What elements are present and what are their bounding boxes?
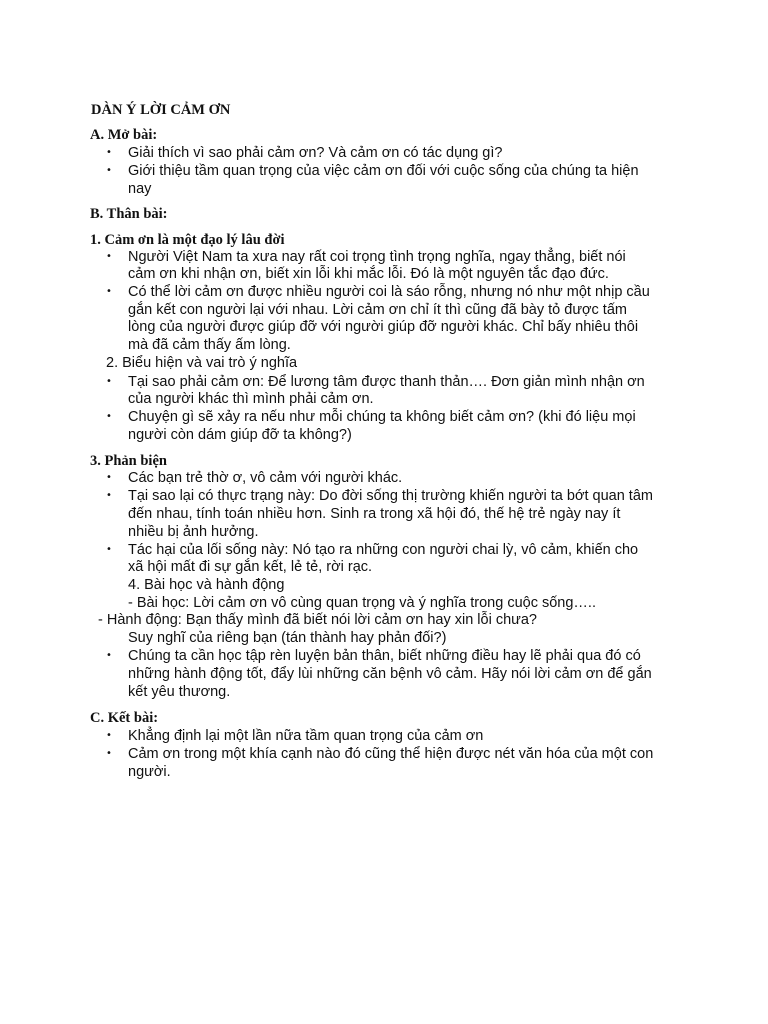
list-item-line: kết yêu thương. (128, 684, 231, 700)
list-item-line: Chúng ta cần học tập rèn luyện bản thân, biết những điều hay lẽ phải qua đó có (128, 648, 641, 664)
list-item-line: Tại sao lại có thực trạng này: Do đời sống thị trường khiến người ta bớt quan tâm (128, 488, 653, 504)
list-item-line: Tại sao phải cảm ơn: Để lương tâm được thanh thản…. Đơn giản mình nhận ơn (128, 374, 645, 390)
bullet-dot: • (106, 286, 112, 297)
subsection-4-heading: 4. Bài học và hành động (128, 577, 285, 593)
list-item-line: xã hội mất đi sự gắn kết, lẻ tẻ, rời rạc. (128, 559, 373, 575)
bullet-dot: • (106, 376, 112, 387)
list-item-line: cảm ơn khi nhận ơn, biết xin lỗi khi mắc lỗi. Đó là một nguyên tắc đạo đức. (128, 266, 609, 282)
list-item-line: Có thể lời cảm ơn được nhiều người coi là sáo rỗng, nhưng nó như một nhịp cầu (128, 284, 650, 300)
list-item-line: gắn kết con người lại với nhau. Lời cảm ơn chỉ ít thì cũng đã bày tỏ được tấm (128, 302, 627, 318)
section-c-heading: C. Kết bài: (90, 710, 159, 726)
lesson-line: - Bài học: Lời cảm ơn vô cùng quan trọng và ý nghĩa trong cuộc sống….. (128, 595, 596, 611)
list-item-line: những hành động tốt, đẩy lùi những căn bệnh vô cảm. Hãy nói lời cảm ơn để gắn (128, 666, 652, 682)
bullet-dot: • (106, 147, 112, 158)
list-item-line: Khẳng định lại một lần nữa tầm quan trọng của cảm ơn (128, 728, 484, 744)
bullet-dot: • (106, 730, 112, 741)
document-title: DÀN Ý LỜI CẢM ƠN (91, 102, 231, 118)
bullet-dot: • (106, 544, 112, 555)
subsection-2-heading: 2. Biểu hiện và vai trò ý nghĩa (106, 355, 298, 371)
list-item-line: nhiều bị ảnh hưởng. (128, 524, 259, 540)
bullet-dot: • (106, 165, 112, 176)
list-item-line: đến nhau, tính toán nhiều hơn. Sinh ra trong xã hội đó, thế hệ trẻ ngày nay ít (128, 506, 621, 522)
list-item-line: Người Việt Nam ta xưa nay rất coi trọng tình trọng nghĩa, ngay thẳng, biết nói (128, 249, 626, 265)
list-item-line: người còn dám giúp đỡ ta không?) (128, 427, 352, 443)
list-item-line: của người khác thì mình phải cảm ơn. (128, 391, 374, 407)
subsection-1-heading: 1. Cảm ơn là một đạo lý lâu đời (90, 232, 285, 248)
list-item-line: Cảm ơn trong một khía cạnh nào đó cũng thể hiện được nét văn hóa của một con (128, 746, 654, 762)
list-item-line: Chuyện gì sẽ xảy ra nếu như mỗi chúng ta không biết cảm ơn? (khi đó liệu mọi (128, 409, 636, 425)
list-item-line: nay (128, 181, 152, 197)
bullet-dot: • (106, 748, 112, 759)
bullet-dot: • (106, 650, 112, 661)
section-a-heading: A. Mở bài: (90, 127, 158, 143)
list-item-line: Giới thiệu tầm quan trọng của việc cảm ơn đối với cuộc sống của chúng ta hiện (128, 163, 639, 179)
bullet-dot: • (106, 490, 112, 501)
subsection-3-heading: 3. Phản biện (90, 453, 167, 469)
bullet-dot: • (106, 251, 112, 262)
list-item-line: Tác hại của lối sống này: Nó tạo ra những con người chai lỳ, vô cảm, khiến cho (128, 542, 639, 558)
list-item-line: lòng của người được giúp đỡ với người giúp đỡ người khác. Chỉ bấy nhiêu thôi (128, 319, 639, 335)
list-item-line: mà đã cảm thấy ấm lòng. (128, 337, 291, 353)
list-item-line: Giải thích vì sao phải cảm ơn? Và cảm ơn có tác dụng gì? (128, 145, 503, 161)
action-line: - Hành động: Bạn thấy mình đã biết nói lời cảm ơn hay xin lỗi chưa? (98, 612, 537, 628)
bullet-dot: • (106, 411, 112, 422)
list-item-line: Các bạn trẻ thờ ơ, vô cảm với người khác. (128, 470, 403, 486)
bullet-dot: • (106, 472, 112, 483)
action-line: Suy nghĩ của riêng bạn (tán thành hay phản đối?) (128, 630, 447, 646)
list-item-line: người. (128, 764, 171, 780)
section-b-heading: B. Thân bài: (90, 206, 168, 222)
